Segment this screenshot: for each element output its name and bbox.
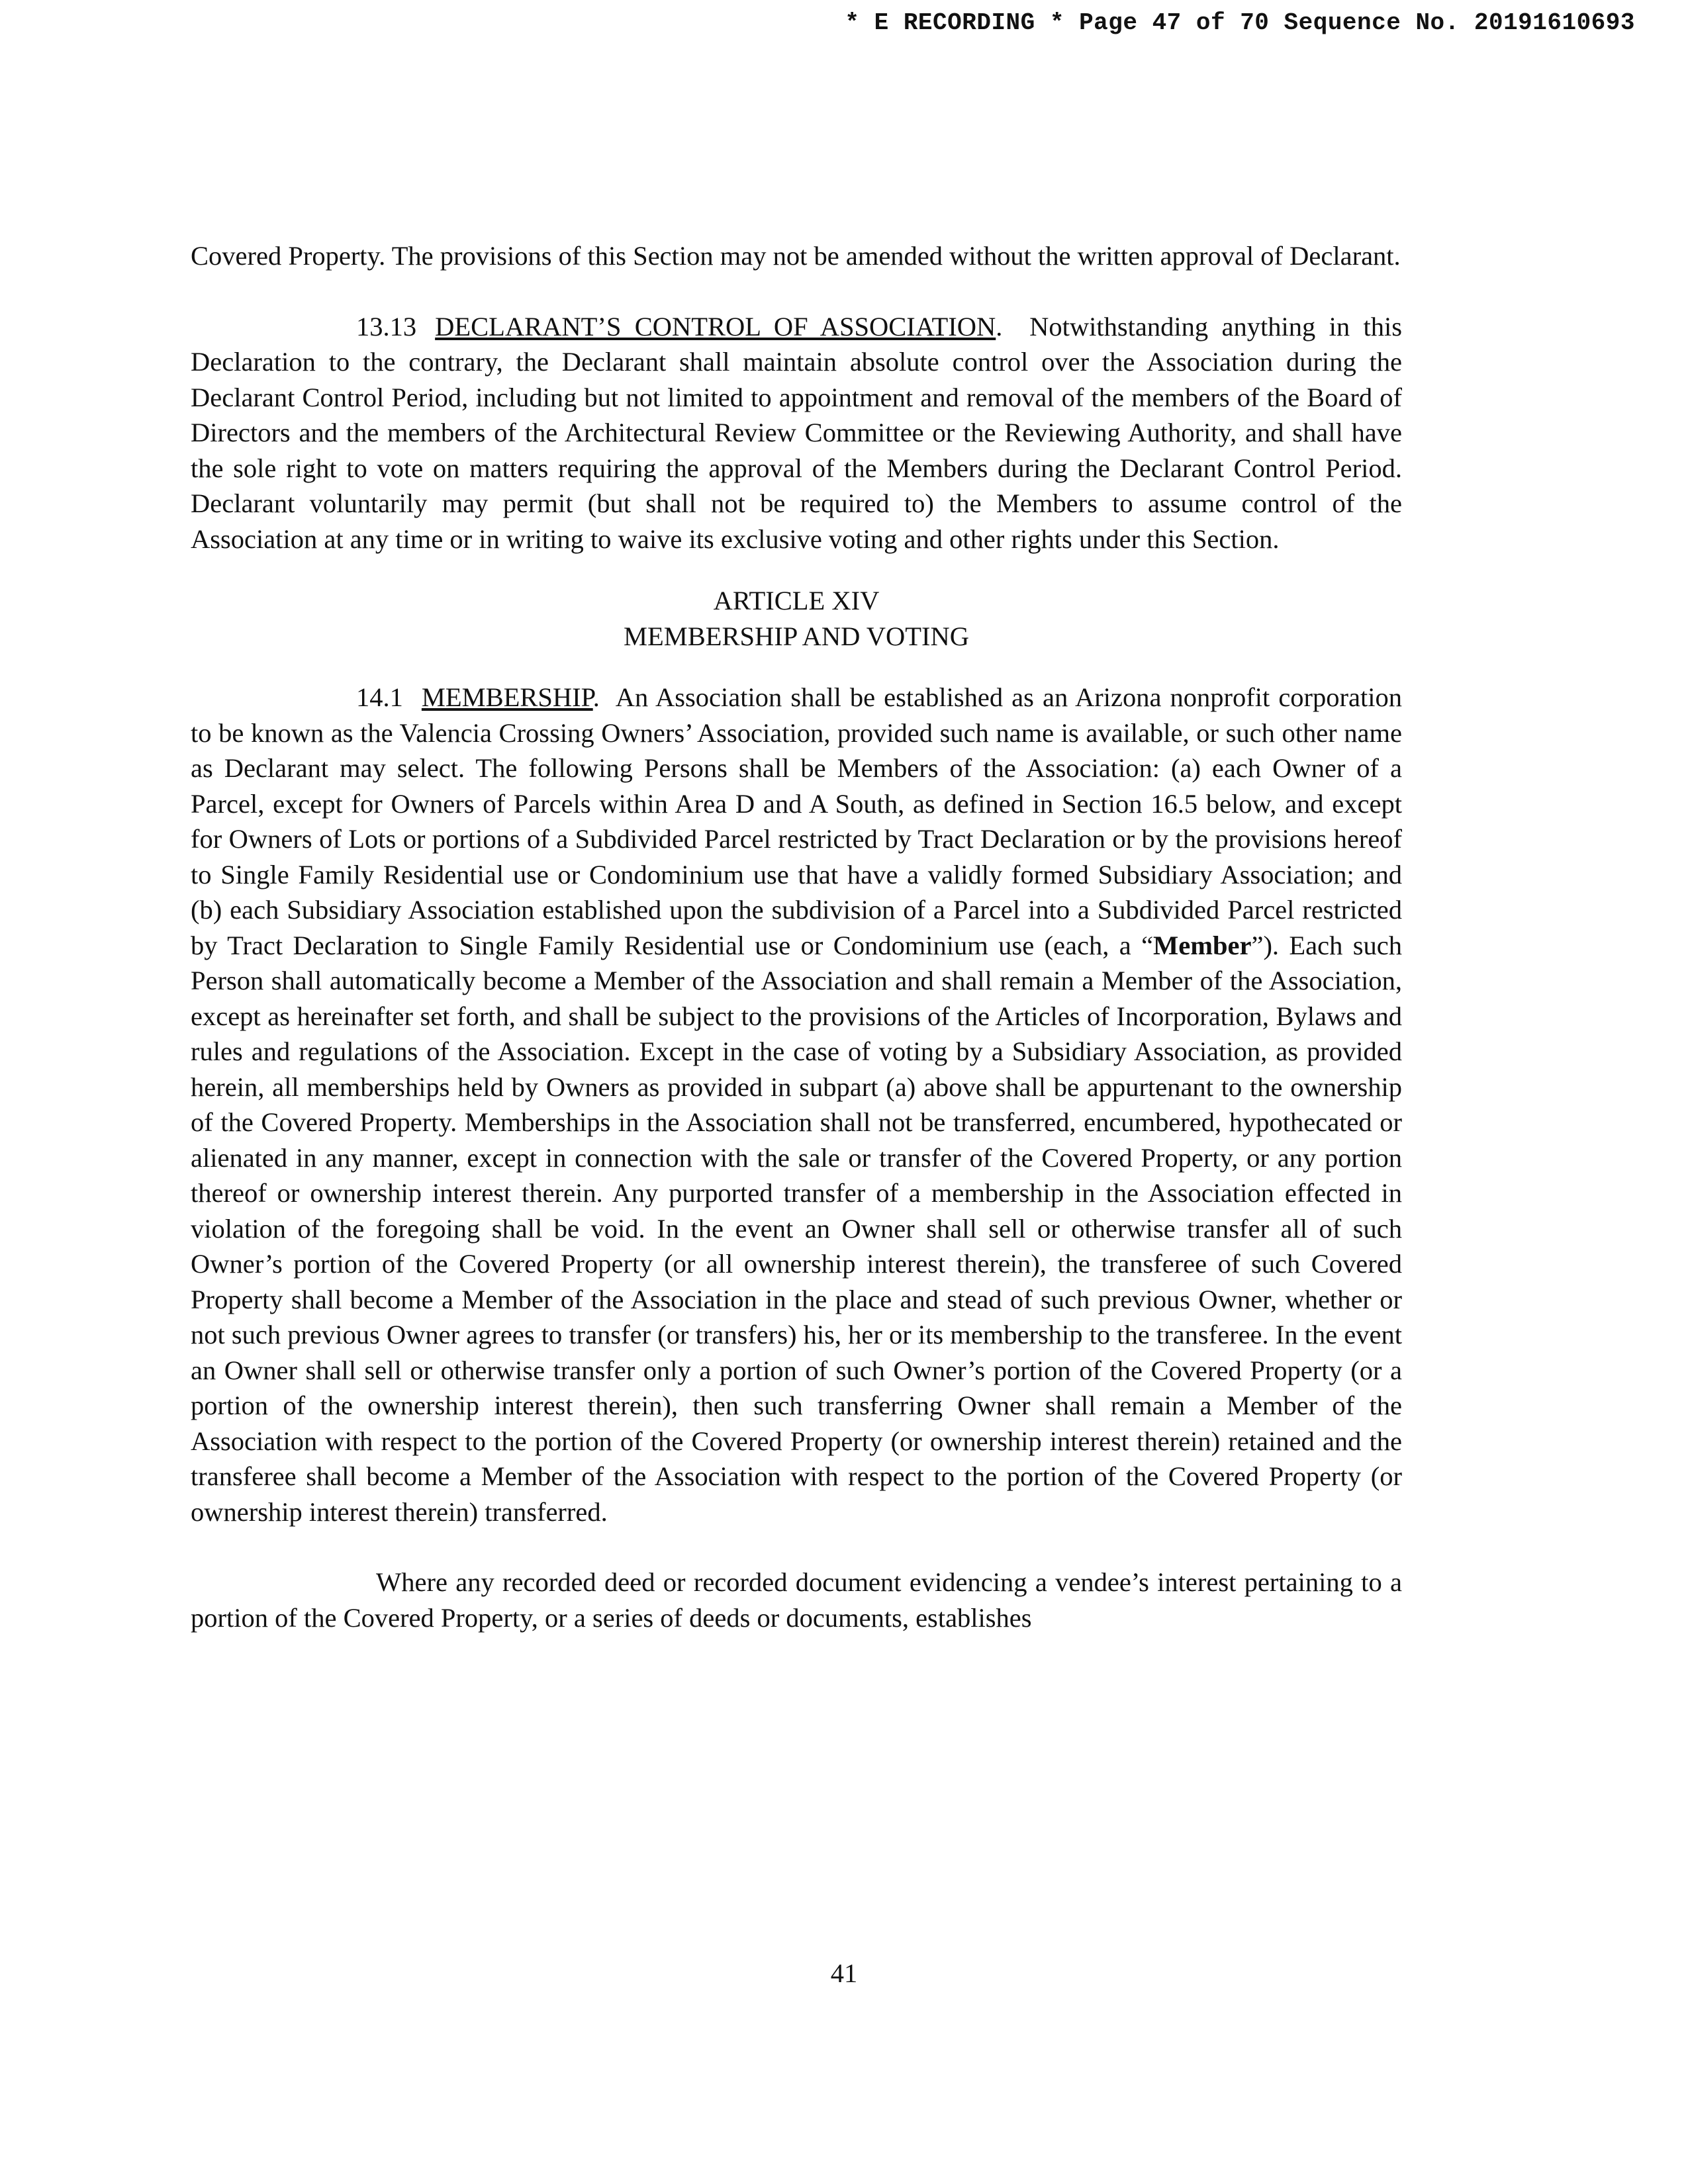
section-13-13 — [191, 309, 1402, 557]
section-13-13-title: DECLARANT’S CONTROL OF ASSOCIATION — [435, 311, 996, 341]
section-13-13-number: 13.13 — [356, 311, 417, 341]
page-number: 41 — [830, 1958, 858, 1988]
recording-stamp: * E RECORDING * Page 47 of 70 Sequence No. 20191610693 — [845, 9, 1635, 36]
document-body — [191, 238, 1402, 1635]
defined-term-member: Member — [1153, 930, 1252, 960]
section-14-1-number: 14.1 — [356, 682, 403, 712]
section-13-13-body: Notwithstanding anything in this Declaration to the contrary, the Declarant shall maintain absolute control over the Association during the Declarant Control Period, including but not limited to appointment and removal of the members of the Board of Directors and the members of the Architectural Review Committee or the Reviewing Authority, and shall have the sole right to vote on matters requiring the approval of the Members during the Declarant Control Period. Declarant voluntarily may permit (but shall not be required to) the Members to assume control of the Association at any time or in writing to waive its exclusive voting and other rights under this Section. — [191, 311, 1402, 554]
article-heading — [191, 583, 1402, 655]
section-14-1-title-punct: . — [592, 682, 600, 712]
section-14-1-body-part2: ”). Each such Person shall automatically become a Member of the Association and shall remain a Member of the Association, except as hereinafter set forth, and shall be subject to the provisions of the Articles of Incorporation, Bylaws and rules and regulations of the Association. Except in the case of voting by a Subsidiary Association, as provided herein, all memberships held by Owners as provided in subpart (a) above shall be appurtenant to the ownership of the Covered Property. Memberships in the Association shall not be transferred, encumbered, hypothecated or alienated in any manner, except in connection with the sale or transfer of the Covered Property, or any portion thereof or ownership interest therein. Any purported transfer of a membership in the Association effected in violation of the foregoing shall be void. In the event an Owner shall sell or otherwise transfer all of such Owner’s portion of the Covered Property (or all ownership interest therein), the transferee of such Covered Property shall become a Member of the Association in the place and stead of such previous Owner, whether or not such previous Owner agrees to transfer (or transfers) his, her or its membership to the transferee. In the event an Owner shall sell or otherwise transfer only a portion of such Owner’s portion of the Covered Property (or a portion of the ownership interest therein), then such transferring Owner shall remain a Member of the Association with respect to the portion of the Covered Property (or ownership interest therein) retained and the transferee shall become a Member of the Association with respect to the portion of the Covered Property (or ownership interest therein) transferred. — [191, 930, 1402, 1527]
section-14-1-title: MEMBERSHIP — [421, 682, 593, 712]
article-title: MEMBERSHIP AND VOTING — [623, 621, 970, 651]
section-13-13-title-punct: . — [996, 311, 1003, 341]
section-14-1 — [191, 680, 1402, 1529]
section-14-1-body-part1: An Association shall be established as an Arizona nonprofit corporation to be known as the Valencia Crossing Owners’ Association, provided such name is available, or such other name as Declarant may select. The following Persons shall be Members of the Association: (a) each Owner of a Parcel, except for Owners of Parcels within Area D and A South, as defined in Section 16.5 below, and except for Owners of Lots or portions of a Subdivided Parcel restricted by Tract Declaration or by the provisions hereof to Single Family Residential use or Condominium use that have a validly formed Subsidiary Association; and (b) each Subsidiary Association established upon the subdivision of a Parcel into a Subdivided Parcel restricted by Tract Declaration to Single Family Residential use or Condominium use (each, a “ — [191, 682, 1402, 960]
continuation-paragraph: Covered Property. The provisions of this Section may not be amended without the written approval of Declarant. — [191, 241, 1401, 271]
article-number: ARTICLE XIV — [713, 586, 880, 615]
closing-paragraph: Where any recorded deed or recorded document evidencing a vendee’s interest pertaining to a portion of the Covered Property, or a series of deeds or documents, establishes — [191, 1567, 1402, 1633]
